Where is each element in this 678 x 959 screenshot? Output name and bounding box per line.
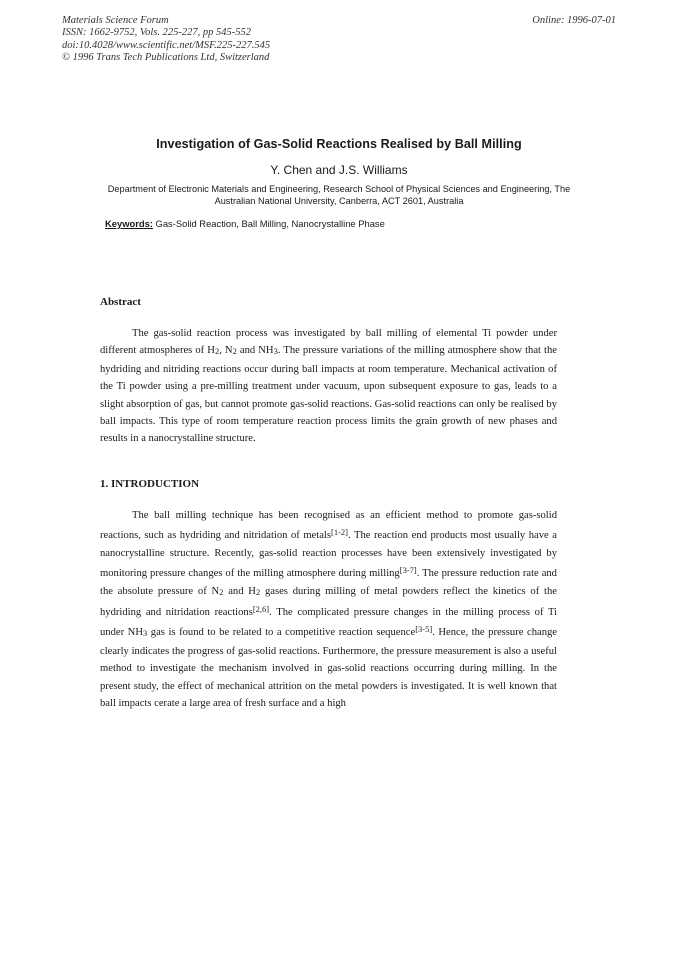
citation: [1-2] bbox=[330, 527, 348, 538]
intro-heading: 1. INTRODUCTION bbox=[100, 478, 200, 490]
journal-header bbox=[62, 15, 270, 65]
abstract-heading: Abstract bbox=[100, 296, 141, 308]
citation: [3-5] bbox=[415, 624, 433, 635]
paper-title: Investigation of Gas-Solid Reactions Realised by Ball Milling bbox=[156, 137, 522, 151]
journal-name: Materials Science Forum bbox=[62, 15, 169, 26]
intro-paragraph: The ball milling technique has been recognised as an efficient method to promote gas-solid reactions, such as hydriding and nitridation of metals[1-2]. The reaction end products most usually have a nanocrystalline structure. Recently, gas-solid reaction processes have been extensively investigated by monitoring pressure changes of the milling atmosphere during milling[3-7]. The pressure reduction rate and the absolute pressure of $N_2$ and $H_2$ gases during milling of metal powders reflect the kinetics of the hydriding and nitridation reactions[2,6]. The complicated pressure changes in the milling process of Ti under $NH_3$ gas is found to be related to a competitive reaction sequence[3-5]. Hence, the pressure change clearly indicates the progress of gas-solid reactions. Furthermore, the pressure measurement is also a useful method to investigate the mechanism involved in gas-solid reactions occurring during milling. In the present study, the effect of mechanical attrition on the metal powders is investigated. It is well known that ball impacts cerate a large area of fresh surface and a high bbox=[100, 510, 557, 710]
online-date: Online: 1996-07-01 bbox=[532, 15, 616, 26]
doi-line[interactable]: doi:10.4028/www.scientific.net/MSF.225-227.545 bbox=[62, 39, 271, 51]
paper-authors: Y. Chen and J.S. Williams bbox=[270, 163, 408, 177]
citation: [2,6] bbox=[252, 604, 270, 615]
paper-affiliation: Department of Electronic Materials and Engineering, Research School of Physical Sciences and Engineering, The Australian National University, Canberra, ACT 2601, Australia bbox=[107, 184, 571, 207]
keywords-list: Gas-Solid Reaction, Ball Milling, Nanocrystalline Phase bbox=[152, 218, 385, 229]
copyright-line: © 1996 Trans Tech Publications Ltd, Switzerland bbox=[62, 52, 270, 64]
keywords-line bbox=[105, 218, 385, 229]
citation: [3-7] bbox=[399, 565, 417, 576]
keywords-label: Keywords: bbox=[105, 218, 153, 229]
abstract-paragraph: The gas-solid reaction process was investigated by ball milling of elemental Ti powder under different atmospheres of $H_2$, $N_2$ and $NH_3$. The pressure variations of the milling atmosphere show that the hydriding and nitriding reactions occur during ball impacts at room temperature. Mechanical activation of the Ti powder using a pre-milling treatment under vacuum, upon subsequent exposure to gas, leads to a slight absorption of gas, but cannot promote gas-solid reactions. Gas-solid reactions can only be realised by ball impacts. This type of room temperature reaction process limits the grain growth of new phases and results in a nanocrystalline structure. bbox=[100, 328, 557, 445]
issn-line: ISSN: 1662-9752, Vols. 225-227, pp 545-552 bbox=[62, 27, 251, 39]
